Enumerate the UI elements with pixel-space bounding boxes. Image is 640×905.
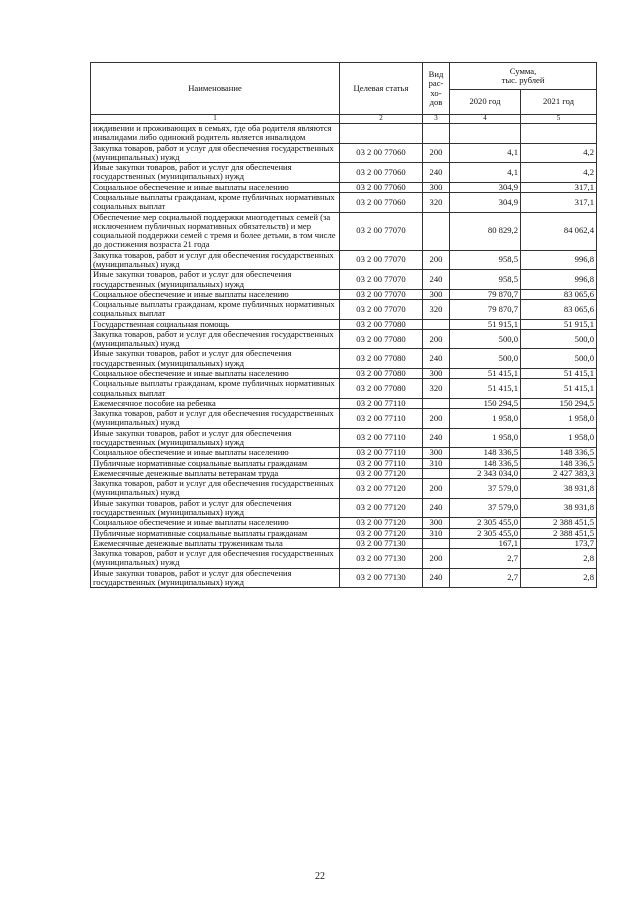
row-expense-type [423, 319, 450, 329]
row-expense-type [423, 468, 450, 478]
row-sum-2021: 38 931,8 [521, 498, 597, 518]
row-sum-2020: 80 829,2 [450, 212, 521, 250]
column-number: 2 [340, 115, 423, 124]
table-row [91, 549, 597, 569]
row-name-cell: Публичные нормативные социальные выплаты гражданам [91, 458, 340, 468]
row-sum-2020: 2,7 [450, 568, 521, 588]
row-expense-type: 240 [423, 568, 450, 588]
header-sum [450, 63, 597, 90]
row-target-code: 03 2 00 77060 [340, 192, 423, 212]
row-expense-type: 200 [423, 250, 450, 270]
column-number: 4 [450, 115, 521, 124]
row-name-cell: Государственная социальная помощь [91, 319, 340, 329]
table-row [91, 163, 597, 183]
row-expense-type: 240 [423, 163, 450, 183]
row-sum-2020: 958,5 [450, 250, 521, 270]
row-sum-2020: 4,1 [450, 163, 521, 183]
row-name-cell: Социальные выплаты гражданам, кроме публичных нормативных социальных выплат [91, 192, 340, 212]
row-sum-2021: 2 388 451,5 [521, 518, 597, 528]
row-sum-2021: 500,0 [521, 349, 597, 369]
row-name-cell: Ежемесячные денежные выплаты ветеранам труда [91, 468, 340, 478]
row-sum-2021 [521, 124, 597, 144]
row-target-code: 03 2 00 77060 [340, 163, 423, 183]
row-name-cell: Закупка товаров, работ и услуг для обеспечения государственных (муниципальных) нужд [91, 329, 340, 349]
row-name-cell: Социальное обеспечение и иные выплаты населению [91, 448, 340, 458]
row-sum-2021: 51 415,1 [521, 379, 597, 399]
row-sum-2020: 304,9 [450, 192, 521, 212]
row-target-code: 03 2 00 77080 [340, 369, 423, 379]
row-name-cell: Иные закупки товаров, работ и услуг для обеспечения государственных (муниципальных) нужд [91, 349, 340, 369]
row-sum-2020: 79 870,7 [450, 289, 521, 299]
row-name-cell: Социальное обеспечение и иные выплаты населению [91, 369, 340, 379]
row-sum-2020: 51 415,1 [450, 379, 521, 399]
table-body [91, 124, 597, 588]
row-sum-2020: 167,1 [450, 538, 521, 548]
row-sum-2021: 4,2 [521, 143, 597, 163]
row-target-code: 03 2 00 77120 [340, 468, 423, 478]
row-target-code: 03 2 00 77070 [340, 300, 423, 320]
header-year-2020: 2020 год [450, 90, 521, 115]
row-sum-2020: 1 958,0 [450, 428, 521, 448]
row-sum-2021: 148 336,5 [521, 458, 597, 468]
row-name-cell: Закупка товаров, работ и услуг для обеспечения государственных (муниципальных) нужд [91, 143, 340, 163]
row-sum-2021: 4,2 [521, 163, 597, 183]
row-sum-2020: 2 343 034,0 [450, 468, 521, 478]
table-row [91, 398, 597, 408]
row-name-cell: Публичные нормативные социальные выплаты гражданам [91, 528, 340, 538]
header-type: Вид рас-хо-дов [423, 63, 450, 115]
row-name-cell: Обеспечение мер социальной поддержки многодетных семей (за исключением публичных нормативных обязательств) и мер социальной поддержки семей с тремя и более детьми, в том числе до достижения возраста 21 года [91, 212, 340, 250]
row-name-cell: иждивении и проживающих в семьях, где оба родителя являются инвалидами либо одинокий родитель является инвалидом [91, 124, 340, 144]
table-row [91, 409, 597, 429]
row-target-code: 03 2 00 77080 [340, 329, 423, 349]
row-target-code: 03 2 00 77110 [340, 398, 423, 408]
row-target-code [340, 124, 423, 144]
row-sum-2021: 1 958,0 [521, 409, 597, 429]
row-expense-type: 320 [423, 300, 450, 320]
header-sum-line1: Сумма, [509, 65, 537, 76]
row-expense-type: 300 [423, 369, 450, 379]
budget-table [90, 62, 597, 588]
row-sum-2020: 79 870,7 [450, 300, 521, 320]
table-row [91, 289, 597, 299]
row-sum-2021: 996,8 [521, 270, 597, 290]
row-expense-type: 200 [423, 549, 450, 569]
row-expense-type: 240 [423, 270, 450, 290]
row-name-cell: Социальные выплаты гражданам, кроме публичных нормативных социальных выплат [91, 379, 340, 399]
row-expense-type [423, 538, 450, 548]
row-target-code: 03 2 00 77130 [340, 538, 423, 548]
row-sum-2021: 51 415,1 [521, 369, 597, 379]
row-target-code: 03 2 00 77080 [340, 319, 423, 329]
row-sum-2020: 37 579,0 [450, 479, 521, 499]
row-expense-type: 300 [423, 182, 450, 192]
row-expense-type [423, 212, 450, 250]
row-sum-2021: 173,7 [521, 538, 597, 548]
column-number: 3 [423, 115, 450, 124]
row-target-code: 03 2 00 77080 [340, 379, 423, 399]
row-expense-type: 310 [423, 528, 450, 538]
row-sum-2020: 500,0 [450, 329, 521, 349]
row-sum-2021: 317,1 [521, 192, 597, 212]
table-row [91, 568, 597, 588]
row-name-cell: Закупка товаров, работ и услуг для обеспечения государственных (муниципальных) нужд [91, 250, 340, 270]
row-expense-type: 300 [423, 289, 450, 299]
row-expense-type [423, 124, 450, 144]
row-sum-2021: 500,0 [521, 329, 597, 349]
row-name-cell: Закупка товаров, работ и услуг для обеспечения государственных (муниципальных) нужд [91, 409, 340, 429]
row-sum-2021: 83 065,6 [521, 289, 597, 299]
row-expense-type: 310 [423, 458, 450, 468]
row-sum-2021: 150 294,5 [521, 398, 597, 408]
row-sum-2020: 51 915,1 [450, 319, 521, 329]
row-expense-type: 240 [423, 498, 450, 518]
table-row [91, 448, 597, 458]
row-name-cell: Иные закупки товаров, работ и услуг для обеспечения государственных (муниципальных) нужд [91, 163, 340, 183]
row-expense-type: 300 [423, 518, 450, 528]
row-name-cell: Социальное обеспечение и иные выплаты населению [91, 289, 340, 299]
row-name-cell: Иные закупки товаров, работ и услуг для обеспечения государственных (муниципальных) нужд [91, 270, 340, 290]
row-sum-2021: 84 062,4 [521, 212, 597, 250]
row-sum-2021: 2 427 383,3 [521, 468, 597, 478]
row-sum-2020: 500,0 [450, 349, 521, 369]
row-sum-2021: 51 915,1 [521, 319, 597, 329]
page-number: 22 [315, 871, 325, 882]
table-row [91, 124, 597, 144]
row-sum-2021: 38 931,8 [521, 479, 597, 499]
header-target: Целевая статья [340, 63, 423, 115]
row-expense-type: 200 [423, 329, 450, 349]
row-target-code: 03 2 00 77110 [340, 428, 423, 448]
row-sum-2020: 2 305 455,0 [450, 528, 521, 538]
row-expense-type: 200 [423, 409, 450, 429]
row-target-code: 03 2 00 77120 [340, 498, 423, 518]
row-name-cell: Закупка товаров, работ и услуг для обеспечения государственных (муниципальных) нужд [91, 479, 340, 499]
table-row [91, 538, 597, 548]
row-name-cell: Социальное обеспечение и иные выплаты населению [91, 518, 340, 528]
table-row [91, 498, 597, 518]
row-target-code: 03 2 00 77130 [340, 549, 423, 569]
row-sum-2020: 51 415,1 [450, 369, 521, 379]
table-row [91, 319, 597, 329]
table-row [91, 379, 597, 399]
table-row [91, 528, 597, 538]
row-name-cell: Ежемесячные денежные выплаты труженикам тыла [91, 538, 340, 548]
row-name-cell: Иные закупки товаров, работ и услуг для обеспечения государственных (муниципальных) нужд [91, 498, 340, 518]
row-name-cell: Иные закупки товаров, работ и услуг для обеспечения государственных (муниципальных) нужд [91, 568, 340, 588]
row-name-cell: Закупка товаров, работ и услуг для обеспечения государственных (муниципальных) нужд [91, 549, 340, 569]
row-expense-type: 320 [423, 192, 450, 212]
table-row [91, 369, 597, 379]
table-row [91, 250, 597, 270]
row-target-code: 03 2 00 77060 [340, 143, 423, 163]
row-sum-2021: 1 958,0 [521, 428, 597, 448]
row-sum-2020: 37 579,0 [450, 498, 521, 518]
row-sum-2020: 1 958,0 [450, 409, 521, 429]
header-name: Наименование [91, 63, 340, 115]
row-target-code: 03 2 00 77060 [340, 182, 423, 192]
row-target-code: 03 2 00 77070 [340, 270, 423, 290]
table-row [91, 182, 597, 192]
row-target-code: 03 2 00 77120 [340, 518, 423, 528]
table-row [91, 143, 597, 163]
row-expense-type: 200 [423, 479, 450, 499]
row-target-code: 03 2 00 77070 [340, 212, 423, 250]
row-target-code: 03 2 00 77080 [340, 349, 423, 369]
row-name-cell: Социальное обеспечение и иные выплаты населению [91, 182, 340, 192]
row-sum-2021: 317,1 [521, 182, 597, 192]
row-target-code: 03 2 00 77070 [340, 289, 423, 299]
row-sum-2021: 996,8 [521, 250, 597, 270]
table-row [91, 458, 597, 468]
row-expense-type: 240 [423, 349, 450, 369]
table-row [91, 349, 597, 369]
row-sum-2021: 2,8 [521, 549, 597, 569]
row-sum-2020: 148 336,5 [450, 458, 521, 468]
row-name-cell: Ежемесячное пособие на ребенка [91, 398, 340, 408]
row-expense-type: 300 [423, 448, 450, 458]
table-row [91, 518, 597, 528]
row-sum-2021: 148 336,5 [521, 448, 597, 458]
row-target-code: 03 2 00 77120 [340, 528, 423, 538]
row-expense-type: 320 [423, 379, 450, 399]
table-row [91, 428, 597, 448]
row-sum-2021: 2,8 [521, 568, 597, 588]
column-number: 1 [91, 115, 340, 124]
row-sum-2020: 2 305 455,0 [450, 518, 521, 528]
table-row [91, 479, 597, 499]
table-row [91, 192, 597, 212]
table-row [91, 300, 597, 320]
row-target-code: 03 2 00 77110 [340, 448, 423, 458]
row-sum-2020: 304,9 [450, 182, 521, 192]
row-sum-2021: 2 388 451,5 [521, 528, 597, 538]
row-sum-2020: 2,7 [450, 549, 521, 569]
row-target-code: 03 2 00 77110 [340, 409, 423, 429]
row-sum-2021: 83 065,6 [521, 300, 597, 320]
row-sum-2020 [450, 124, 521, 144]
row-target-code: 03 2 00 77120 [340, 479, 423, 499]
row-expense-type: 240 [423, 428, 450, 448]
table-row [91, 329, 597, 349]
row-name-cell: Социальные выплаты гражданам, кроме публичных нормативных социальных выплат [91, 300, 340, 320]
row-sum-2020: 4,1 [450, 143, 521, 163]
row-target-code: 03 2 00 77070 [340, 250, 423, 270]
table-row [91, 468, 597, 478]
row-expense-type: 200 [423, 143, 450, 163]
column-number: 5 [521, 115, 597, 124]
table-row [91, 212, 597, 250]
row-sum-2020: 148 336,5 [450, 448, 521, 458]
row-name-cell: Иные закупки товаров, работ и услуг для обеспечения государственных (муниципальных) нужд [91, 428, 340, 448]
row-sum-2020: 958,5 [450, 270, 521, 290]
header-year-2021: 2021 год [521, 90, 597, 115]
header-sum-line2: тыс. рублей [501, 75, 545, 85]
row-target-code: 03 2 00 77130 [340, 568, 423, 588]
row-target-code: 03 2 00 77110 [340, 458, 423, 468]
row-expense-type [423, 398, 450, 408]
table-row [91, 270, 597, 290]
row-sum-2020: 150 294,5 [450, 398, 521, 408]
